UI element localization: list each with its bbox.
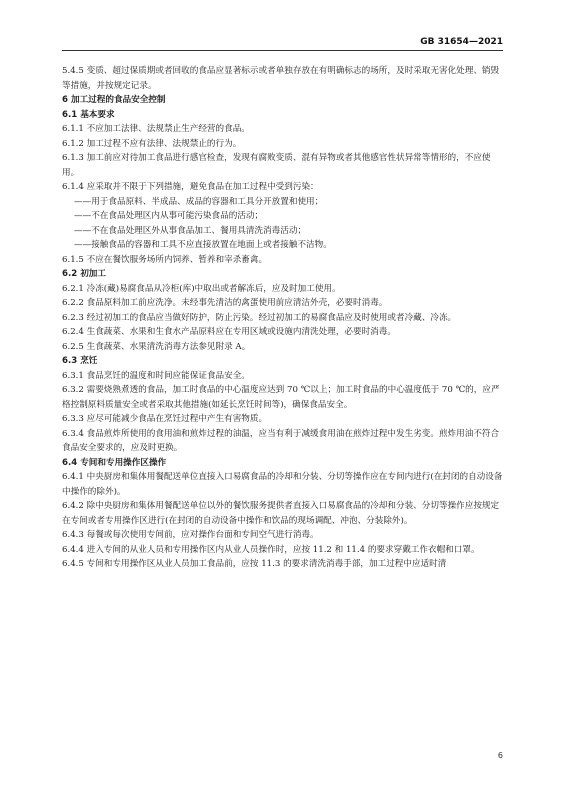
clause-6-4-4: 6.4.4 进入专间的从业人员和专用操作区内从业人员操作时，应按 11.2 和 11.4 的要求穿戴工作衣帽和口罩。 xyxy=(62,544,480,555)
clause-6-2-5: 6.2.5 生食蔬菜、水果清洗消毒方法参见附录 A。 xyxy=(62,341,251,352)
list-item: ——用于食品原料、半成品、成品的容器和工具分开放置和使用； xyxy=(74,196,324,207)
clause-6-1-2: 6.1.2 加工过程不应有法律、法规禁止的行为。 xyxy=(62,138,242,149)
header-rule xyxy=(62,50,503,51)
clause-6-2-2: 6.2.2 食品原料加工前应洗净。未经事先清洁的禽蛋使用前应清洁外壳，必要时消毒。 xyxy=(62,298,388,308)
clause-6-2-3: 6.2.3 经过初加工的食品应当做好防护，防止污染。经过初加工的易腐食品应及时使用或者冷藏、冷冻。 xyxy=(62,312,457,323)
section-6-2-heading: 6.2 初加工 xyxy=(62,269,106,279)
clause-6-1-5: 6.1.5 不应在餐饮服务场所内饲养、暂养和宰杀畜禽。 xyxy=(62,254,268,265)
clause-6-3-2: 6.3.2 需要烧熟煮透的食品，加工时食品的中心温度应达到 70 ℃以上；加工时食品的中心温度低于 70 ℃的，应严格控制原料质量安全或者采取其他措施(如延长烹饪时间等)，确保食品安全。 xyxy=(62,385,500,410)
clause-6-1-4: 6.1.4 应采取并不限于下列措施，避免食品在加工过程中受到污染： xyxy=(62,182,319,192)
clause-6-3-4: 6.3.4 食品煎炸所使用的食用油和煎炸过程的油温，应当有利于减缓食用油在煎炸过程中发生劣变。煎炸用油不符合食品安全要求的，应及时更换。 xyxy=(62,428,500,453)
section-6-3-heading: 6.3 烹饪 xyxy=(62,356,98,366)
page-number: 6 xyxy=(497,751,503,760)
list-item: ——接触食品的容器和工具不应直接放置在地面上或者接触不洁物。 xyxy=(74,240,332,250)
section-6-1-heading: 6.1 基本要求 xyxy=(62,109,115,120)
list-item: ——不在食品处理区内从事可能污染食品的活动； xyxy=(74,211,264,221)
clause-6-4-5: 6.4.5 专间和专用操作区从业人员加工食品前，应按 11.3 的要求清洗消毒手部，加工过程中应适时清 xyxy=(62,559,447,569)
clause-6-1-3: 6.1.3 加工前应对待加工食品进行感官检查，发现有腐败变质、混有异物或者其他感官性状异常等情形的，不应使用。 xyxy=(62,153,491,178)
section-6-4-heading: 6.4 专间和专用操作区操作 xyxy=(62,457,167,468)
clause-6-2-1: 6.2.1 冷冻(藏)易腐食品从冷柜(库)中取出或者解冻后，应及时加工使用。 xyxy=(62,283,341,294)
list-item: ——不在食品处理区外从事食品加工、餐用具清洗消毒活动； xyxy=(74,225,307,236)
clause-6-3-1: 6.3.1 食品烹饪的温度和时间应能保证食品安全。 xyxy=(62,370,250,381)
clause-6-4-3: 6.4.3 每餐或每次使用专间前，应对操作台面和专间空气进行消毒。 xyxy=(62,530,319,540)
clause-5-4-5: 5.4.5 变质、超过保质期或者回收的食品应显著标示或者单独存放在有明确标志的场所，及时采取无害化处理、销毁等措施，并按规定记录。 xyxy=(62,66,500,91)
clause-6-4-2: 6.4.2 除中央厨房和集体用餐配送单位以外的餐饮服务提供者直接入口易腐食品的冷却和分装、分切等操作应按规定在专间或者专用操作区进行(在封闭的自动设备中操作和饮品的现场调配、冲泡、分装除外)。 xyxy=(62,501,500,526)
standard-code: GB 31654—2021 xyxy=(420,37,503,47)
clause-6-1-1: 6.1.1 不应加工法律、法规禁止生产经营的食品。 xyxy=(62,124,250,134)
document-body xyxy=(62,64,503,572)
clause-6-4-1: 6.4.1 中央厨房和集体用餐配送单位直接入口易腐食品的冷却和分装、分切等操作应在专间内进行(在封闭的自动设备中操作的除外)。 xyxy=(62,472,503,497)
clause-6-2-4: 6.2.4 生食蔬菜、水果和生食水产品原料应在专用区域或设施内清洗处理，必要时消毒。 xyxy=(62,327,396,337)
clause-6-3-3: 6.3.3 应尽可能减少食品在烹饪过程中产生有害物质。 xyxy=(62,414,268,424)
section-6-heading: 6 加工过程的食品安全控制 xyxy=(62,95,166,105)
